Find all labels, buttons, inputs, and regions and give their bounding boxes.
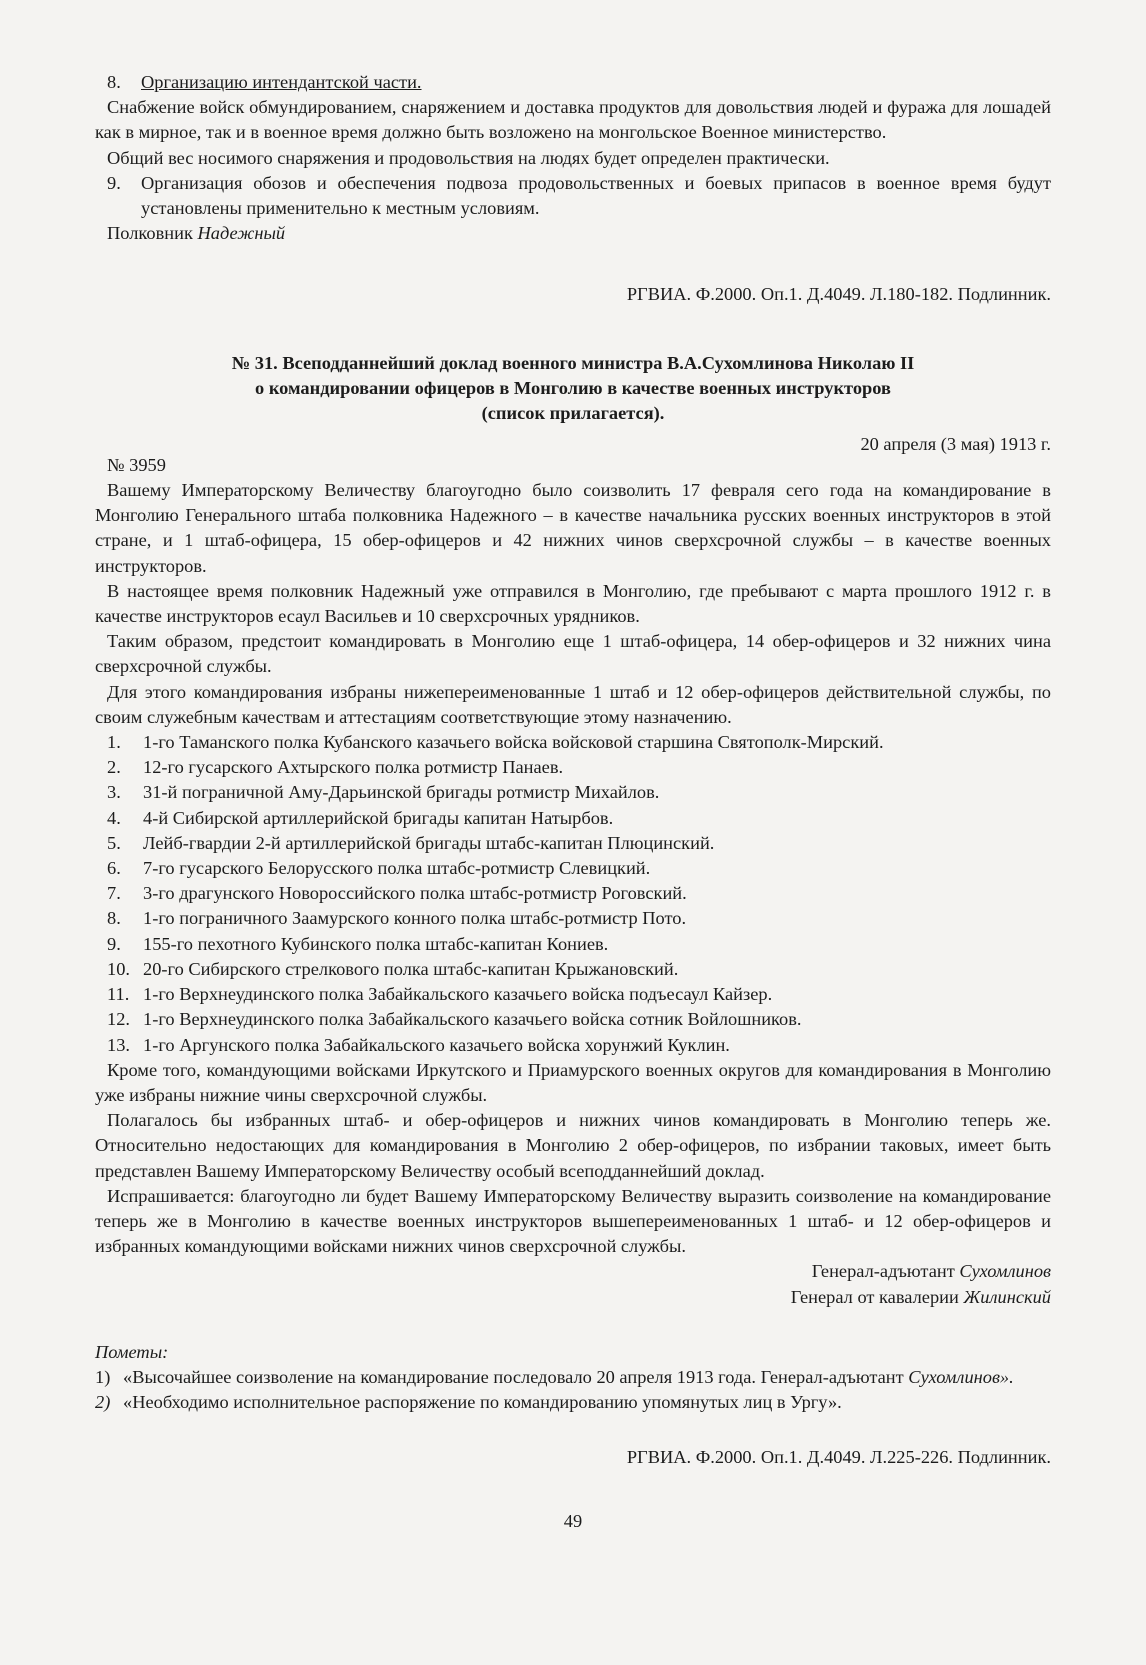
- mark-1: [95, 1365, 1051, 1390]
- section-8-heading: [95, 70, 1051, 95]
- officer-list: [95, 730, 1051, 1058]
- list-item-text: 12-го гусарского Ахтырского полка ротмистр Панаев.: [143, 757, 564, 778]
- mark-2: [95, 1390, 1051, 1415]
- list-item: [95, 806, 1051, 831]
- list-item-text: 155-го пехотного Кубинского полка штабс-капитан Кониев.: [143, 933, 609, 954]
- signature-sukhomlinov: [95, 1259, 1051, 1284]
- list-item-text: 1-го пограничного Заамурского конного полка штабс-ротмистр Пото.: [143, 908, 687, 929]
- list-item-text: 1-го Аргунского полка Забайкальского казачьего войска хорунжий Куклин.: [143, 1034, 730, 1055]
- signature-name: Сухомлинов: [959, 1261, 1051, 1282]
- signature-name: Надежный: [197, 223, 286, 244]
- section-8-title: Организацию интендантской части.: [141, 72, 422, 92]
- signature-name: Жилинский: [963, 1286, 1051, 1307]
- paragraph: Кроме того, командующими войсками Иркутского и Приамурского военных округов для командирования в Монголию уже избраны нижние чины сверхсрочной службы.: [95, 1059, 1051, 1105]
- list-item-number: 2.: [107, 757, 121, 778]
- list-item-number: 9.: [107, 933, 121, 954]
- paragraph: Снабжение войск обмундированием, снаряжением и доставка продуктов для довольствия людей и фуража для лошадей как в мирное, так и в военное время должно быть возложено на монгольское Военное министерство.: [95, 97, 1051, 143]
- section-9-number: 9.: [107, 172, 121, 193]
- mark-signature: Сухомлинов».: [908, 1366, 1014, 1387]
- document-heading: [95, 351, 1051, 426]
- page-number: 49: [563, 1510, 583, 1531]
- list-item: [95, 730, 1051, 755]
- mark-number: 2): [95, 1392, 111, 1413]
- list-item-text: 4-й Сибирской артиллерийской бригады капитан Натырбов.: [143, 807, 614, 828]
- paragraph: Для этого командирования избраны нижепереименованные 1 штаб и 12 обер-офицеров действительной службы, по своим служебным качествам и аттестациям соответствующие этому назначению.: [95, 681, 1051, 727]
- list-item: [95, 1033, 1051, 1058]
- heading-line: о командировании офицеров в Монголию в качестве военных инструкторов: [255, 377, 891, 398]
- list-item: [95, 755, 1051, 780]
- signature-zhilinsky: [95, 1285, 1051, 1310]
- mark-text: «Необходимо исполнительное распоряжение по командированию упомянутых лиц в Ургу».: [123, 1392, 842, 1413]
- list-item: [95, 1007, 1051, 1032]
- paragraph: Общий вес носимого снаряжения и продовольствия на людях будет определен практически.: [107, 147, 830, 168]
- list-item: [95, 906, 1051, 931]
- heading-line: № 31. Всеподданнейший доклад военного министра В.А.Сухомлинова Николаю II: [231, 352, 915, 373]
- signature-rank: Генерал от кавалерии: [790, 1286, 959, 1307]
- list-item-number: 6.: [107, 858, 121, 879]
- list-item-text: 31-й пограничной Аму-Дарьинской бригады ротмистр Михайлов.: [143, 782, 660, 803]
- signature-rank: Полковник: [107, 223, 193, 244]
- list-item: [95, 780, 1051, 805]
- list-item-number: 1.: [107, 732, 121, 753]
- list-item-number: 12.: [107, 1009, 130, 1030]
- document-date: 20 апреля (3 мая) 1913 г.: [860, 433, 1051, 454]
- list-item-text: 20-го Сибирского стрелкового полка штабс-капитан Крыжановский.: [143, 958, 679, 979]
- signature-nadezhny: [95, 221, 1051, 246]
- list-item-number: 13.: [107, 1034, 130, 1055]
- list-item-number: 5.: [107, 832, 121, 853]
- list-item-text: 3-го драгунского Новороссийского полка штабс-ротмистр Роговский.: [143, 883, 687, 904]
- paragraph: Вашему Императорскому Величеству благоугодно было соизволить 17 февраля сего года на командирование в Монголию Генерального штаба полковника Надежного – в качестве начальника русских военных инструкторов в этой стране, и 1 штаб-офицера, 15 обер-офицеров и 42 нижних чинов сверхсрочной службы – в качестве военных инструкторов.: [95, 480, 1051, 576]
- list-item: [95, 856, 1051, 881]
- list-item-text: Лейб-гвардии 2-й артиллерийской бригады штабс-капитан Плюцинский.: [143, 832, 715, 853]
- heading-line: (список прилагается).: [481, 402, 665, 423]
- archive-reference: РГВИА. Ф.2000. Оп.1. Д.4049. Л.225-226. Подлинник.: [626, 1447, 1051, 1468]
- list-item-text: 7-го гусарского Белорусского полка штабс-ротмистр Слевицкий.: [143, 858, 651, 879]
- list-item-number: 7.: [107, 883, 121, 904]
- list-item-number: 11.: [107, 984, 130, 1005]
- list-item-number: 10.: [107, 958, 130, 979]
- mark-text: [123, 1365, 1051, 1390]
- list-item: [95, 957, 1051, 982]
- mark-number: 1): [95, 1366, 111, 1387]
- list-item-number: 8.: [107, 908, 121, 929]
- signature-rank: Генерал-адъютант: [811, 1261, 955, 1282]
- paragraph: Таким образом, предстоит командировать в Монголию еще 1 штаб-офицера, 14 обер-офицеров и 32 нижних чина сверхсрочной службы.: [95, 631, 1051, 677]
- section-9-text: Организация обозов и обеспечения подвоза продовольственных и боевых припасов в военное время будут установлены применительно к местным условиям.: [141, 172, 1051, 219]
- mark-quote: «Высочайшее соизволение на командирование последовало 20 апреля 1913 года. Генерал-адъютант: [123, 1366, 904, 1387]
- list-item: [95, 932, 1051, 957]
- document-number: № 3959: [107, 454, 166, 475]
- list-item: [95, 982, 1051, 1007]
- section-8-number: 8.: [107, 72, 121, 92]
- paragraph: В настоящее время полковник Надежный уже отправился в Монголию, где пребывают с марта прошлого 1912 г. в качестве инструкторов есаул Васильев и 10 сверхсрочных урядников.: [95, 580, 1051, 627]
- paragraph: Испрашивается: благоугодно ли будет Вашему Императорскому Величеству выразить соизволение на командирование теперь же в Монголию в качестве военных инструкторов вышепереименованных 1 штаб- и 12 обер-офицеров и избранных командующими войсками нижних чинов сверхсрочной службы.: [95, 1185, 1051, 1257]
- section-9: [95, 171, 1051, 221]
- paragraph: Полагалось бы избранных штаб- и обер-офицеров и нижних чинов командировать в Монголию теперь же. Относительно недостающих для командирования в Монголию 2 обер-офицеров, по избрании таковых, имеет быть представлен Вашему Императорскому Величеству особый всеподданнейший доклад.: [95, 1110, 1051, 1181]
- archive-reference: РГВИА. Ф.2000. Оп.1. Д.4049. Л.180-182. Подлинник.: [626, 284, 1051, 305]
- list-item: [95, 831, 1051, 856]
- marks-title: Пометы:: [95, 1341, 169, 1362]
- list-item-text: 1-го Верхнеудинского полка Забайкальского казачьего войска сотник Войлошников.: [143, 1009, 802, 1030]
- list-item: [95, 881, 1051, 906]
- list-item-text: 1-го Таманского полка Кубанского казачьего войска войсковой старшина Святополк-Мирский.: [143, 732, 884, 753]
- list-item-number: 4.: [107, 807, 121, 828]
- list-item-text: 1-го Верхнеудинского полка Забайкальского казачьего войска подъесаул Кайзер.: [143, 984, 773, 1005]
- list-item-number: 3.: [107, 782, 121, 803]
